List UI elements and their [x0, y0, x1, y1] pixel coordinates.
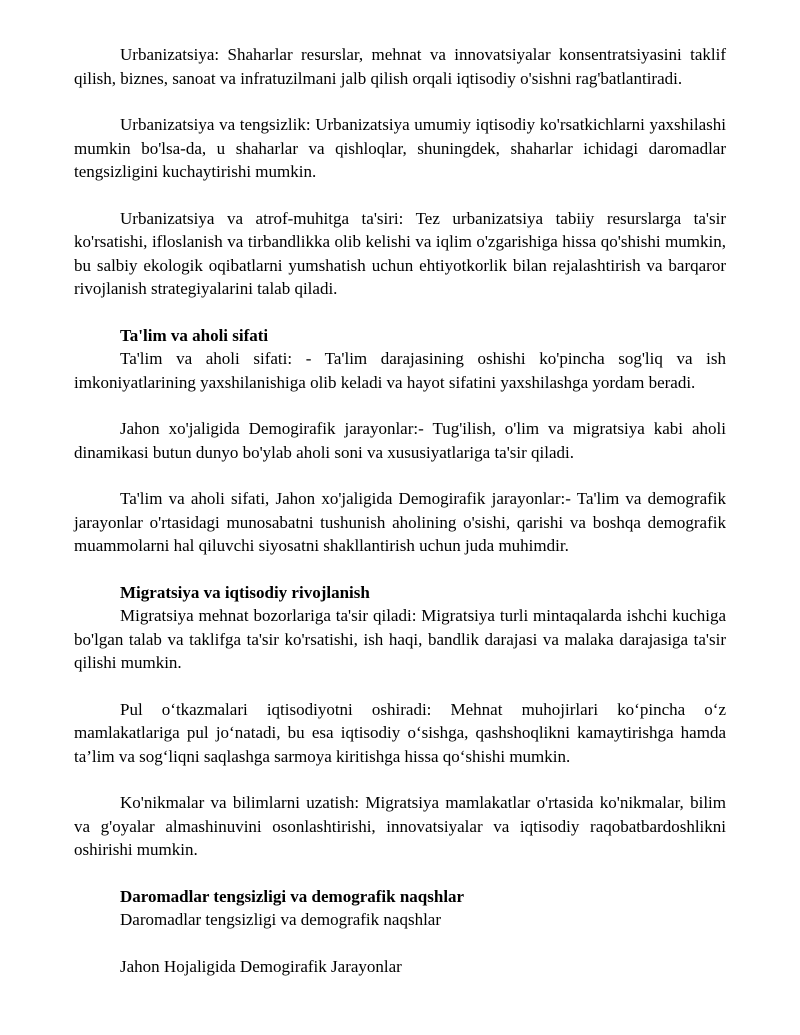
document-body	[74, 43, 726, 978]
section-heading-migration: Migratsiya va iqtisodiy rivojlanish	[120, 582, 370, 602]
section-heading-income-inequality: Daromadlar tengsizligi va demografik naqshlar	[120, 886, 465, 906]
section-heading-education: Ta'lim va aholi sifati	[120, 325, 269, 345]
paragraph-urbanization-environment: Urbanizatsiya va atrof-muhitga ta'siri: Tez urbanizatsiya tabiiy resurslarga ta'sir ko'rsatishi, ifloslanish va tirbandlikka olib kelishi va iqlim o'zgarishiga hissa qo'shishi mumkin, bu salbiy ekologik oqibatlarni yumshatish uchun ehtiyotkorlik bilan rejalashtirish va barqaror rivojlanish strategiyalarini talab qiladi.	[74, 208, 726, 298]
paragraph-urbanization-growth: Urbanizatsiya: Shaharlar resurslar, mehnat va innovatsiyalar konsentratsiyasini taklif qilish, biznes, sanoat va infratuzilmani jalb qilish orqali iqtisodiy o'sishni rag'batlantiradi.	[74, 45, 726, 88]
paragraph-skills-transfer: Ko'nikmalar va bilimlarni uzatish: Migratsiya mamlakatlar o'rtasida ko'nikmalar, bilim va g'oyalar almashinuvini osonlashtirishi, innovatsiyalar va iqtisodiy raqobatbardoshlikni oshirishi mumkin.	[74, 793, 726, 859]
paragraph-education-quality: Ta'lim va aholi sifati: - Ta'lim darajasining oshishi ko'pincha sog'liq va ish imkoniyatlarining yaxshilanishiga olib keladi va hayot sifatini yaxshilashga yordam beradi.	[74, 349, 726, 392]
paragraph-demographic-processes: Jahon xo'jaligida Demogirafik jarayonlar:- Tug'ilish, o'lim va migratsiya kabi aholi dinamikasi butun dunyo bo'ylab aholi soni va xususiyatlariga ta'sir qiladi.	[74, 419, 726, 462]
paragraph-remittances: Pul o‘tkazmalari iqtisodiyotni oshiradi: Mehnat muhojirlari ko‘pincha o‘z mamlakatlariga pul jo‘natadi, bu esa iqtisodiy o‘sishga, qashshoqlikni kamaytirishga hamda ta’lim va sog‘liqni saqlashga sarmoya kiritishga hissa qo‘shishi mumkin.	[74, 699, 726, 766]
paragraph-income-inequality: Daromadlar tengsizligi va demografik naqshlar	[120, 910, 441, 929]
paragraph-migration-labor: Migratsiya mehnat bozorlariga ta'sir qiladi: Migratsiya turli mintaqalarda ishchi kuchiga bo'lgan talab va taklifga ta'sir ko'rsatishi, ish haqi, bandlik darajasi va malaka darajasiga ta'sir qilishi mumkin.	[74, 606, 726, 672]
paragraph-world-demography: Jahon Hojaligida Demogirafik Jarayonlar	[120, 956, 402, 976]
paragraph-education-demography: Ta'lim va aholi sifati, Jahon xo'jaligida Demogirafik jarayonlar:- Ta'lim va demografik jarayonlar o'rtasidagi munosabatni tushunish aholining o'sishi, qarishi va boshqa demografik muammolarni hal qiluvchi siyosatni shakllantirish uchun juda muhimdir.	[74, 489, 726, 555]
paragraph-urbanization-inequality: Urbanizatsiya va tengsizlik: Urbanizatsiya umumiy iqtisodiy ko'rsatkichlarni yaxshilashi mumkin bo'lsa-da, u shaharlar va qishloqlar, shuningdek, shaharlar ichidagi daromadlar tengsizligini kuchaytirishi mumkin.	[74, 115, 726, 181]
